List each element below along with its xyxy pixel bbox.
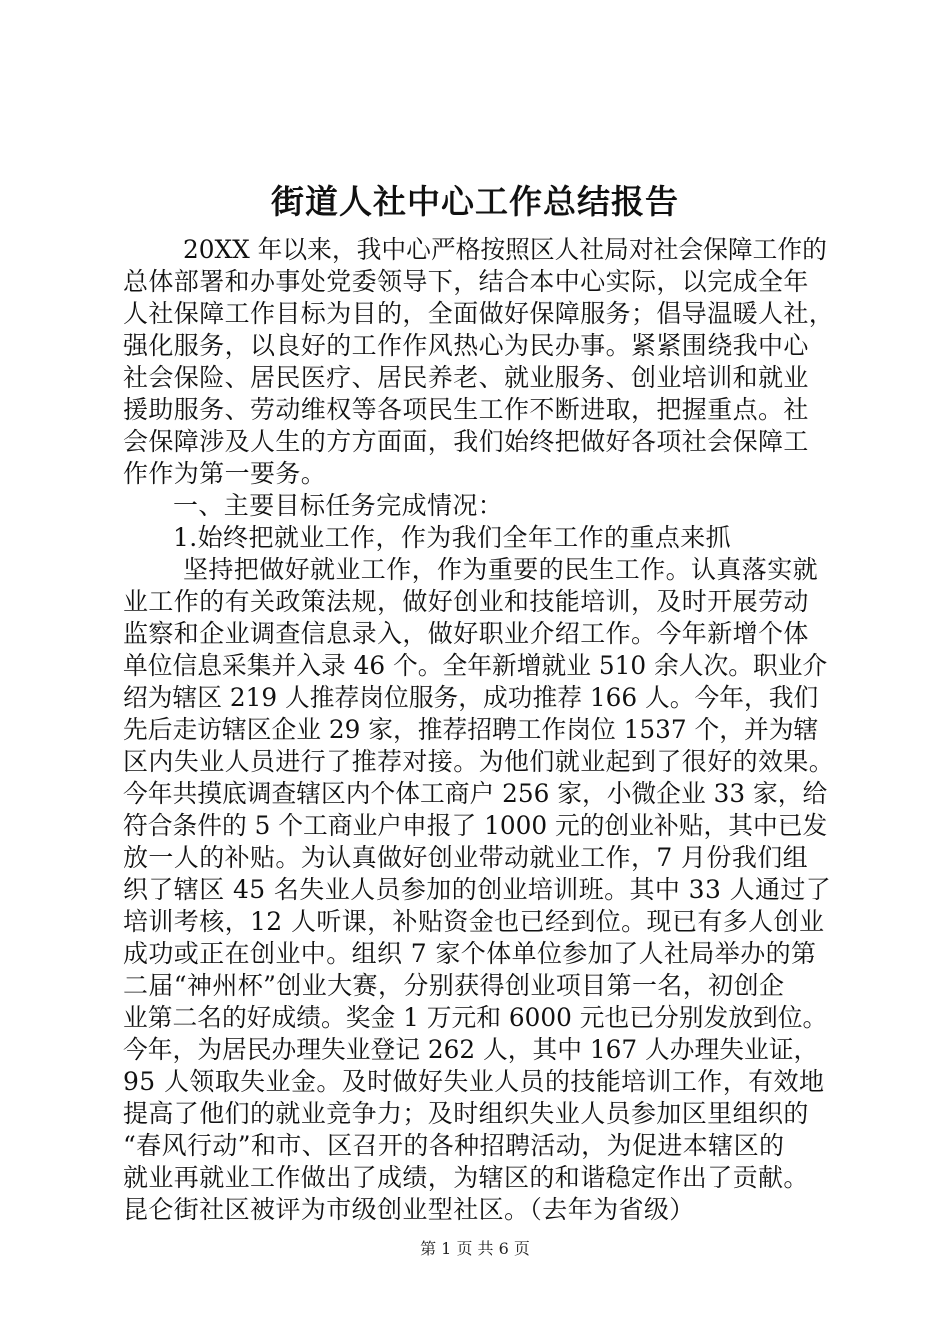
text-line: 援助服务、劳动维权等各项民生工作不断进取，把握重点。社 <box>123 395 809 424</box>
text-line: 强化服务，以良好的工作作风热心为民办事。紧紧围绕我中心 <box>123 331 809 360</box>
text-line: 先后走访辖区企业 29 家，推荐招聘工作岗位 1537 个，并为辖 <box>123 715 819 744</box>
text-line: 符合条件的 5 个工商业户申报了 1000 元的创业补贴，其中已发 <box>123 811 828 840</box>
text-line: 今年共摸底调查辖区内个体工商户 256 家，小微企业 33 家，给 <box>123 779 828 808</box>
text-line: “春风行动”和市、区召开的各种招聘活动，为促进本辖区的 <box>123 1131 785 1160</box>
text-line: 人社保障工作目标为目的，全面做好保障服务；倡导温暖人社， <box>123 299 835 328</box>
subsection-heading: 1.始终把就业工作，作为我们全年工作的重点来抓 <box>173 523 732 552</box>
text-line: 业第二名的好成绩。奖金 1 万元和 6000 元也已分别发放到位。 <box>123 1003 828 1032</box>
text-line: 织了辖区 45 名失业人员参加的创业培训班。其中 33 人通过了 <box>123 875 832 904</box>
text-line: 培训考核，12 人听课，补贴资金也已经到位。现已有多人创业 <box>123 907 825 936</box>
text-line: 单位信息采集并入录 46 个。全年新增就业 510 余人次。职业介 <box>123 651 828 680</box>
text-line: 成功或正在创业中。组织 7 家个体单位参加了人社局举办的第 <box>123 939 817 968</box>
text-line: 昆仑街社区被评为市级创业型社区。（去年为省级） <box>123 1195 695 1224</box>
text-line: 业工作的有关政策法规，做好创业和技能培训，及时开展劳动 <box>123 587 809 616</box>
text-line: 社会保险、居民医疗、居民养老、就业服务、创业培训和就业 <box>123 363 809 392</box>
text-line: 95 人领取失业金。及时做好失业人员的技能培训工作，有效地 <box>123 1067 825 1096</box>
text-line: 二届“神州杯”创业大赛，分别获得创业项目第一名，初创企 <box>123 971 785 1000</box>
text-line: 今年，为居民办理失业登记 262 人，其中 167 人办理失业证， <box>123 1035 819 1064</box>
text-line: 坚持把做好就业工作，作为重要的民生工作。认真落实就 <box>183 555 819 584</box>
section-heading: 一、主要目标任务完成情况： <box>173 491 504 520</box>
text-line: 总体部署和办事处党委领导下，结合本中心实际，以完成全年 <box>123 267 809 296</box>
text-line: 放一人的补贴。为认真做好创业带动就业工作，7 月份我们组 <box>123 843 809 872</box>
text-line: 绍为辖区 219 人推荐岗位服务，成功推荐 166 人。今年，我们 <box>123 683 819 712</box>
document-title: 街道人社中心工作总结报告 <box>271 182 679 221</box>
text-line: 监察和企业调查信息录入，做好职业介绍工作。今年新增个体 <box>123 619 809 648</box>
text-line: 就业再就业工作做出了成绩，为辖区的和谐稳定作出了贡献。 <box>123 1163 809 1192</box>
text-line: 作作为第一要务。 <box>123 459 327 488</box>
text-line: 区内失业人员进行了推荐对接。为他们就业起到了很好的效果。 <box>123 747 835 776</box>
text-line: 20XX 年以来，我中心严格按照区人社局对社会保障工作的 <box>183 235 827 264</box>
text-line: 提高了他们的就业竞争力；及时组织失业人员参加区里组织的 <box>123 1099 809 1128</box>
page-number-footer: 第 1 页 共 6 页 <box>420 1239 530 1258</box>
text-line: 会保障涉及人生的方方面面，我们始终把做好各项社会保障工 <box>123 427 809 456</box>
